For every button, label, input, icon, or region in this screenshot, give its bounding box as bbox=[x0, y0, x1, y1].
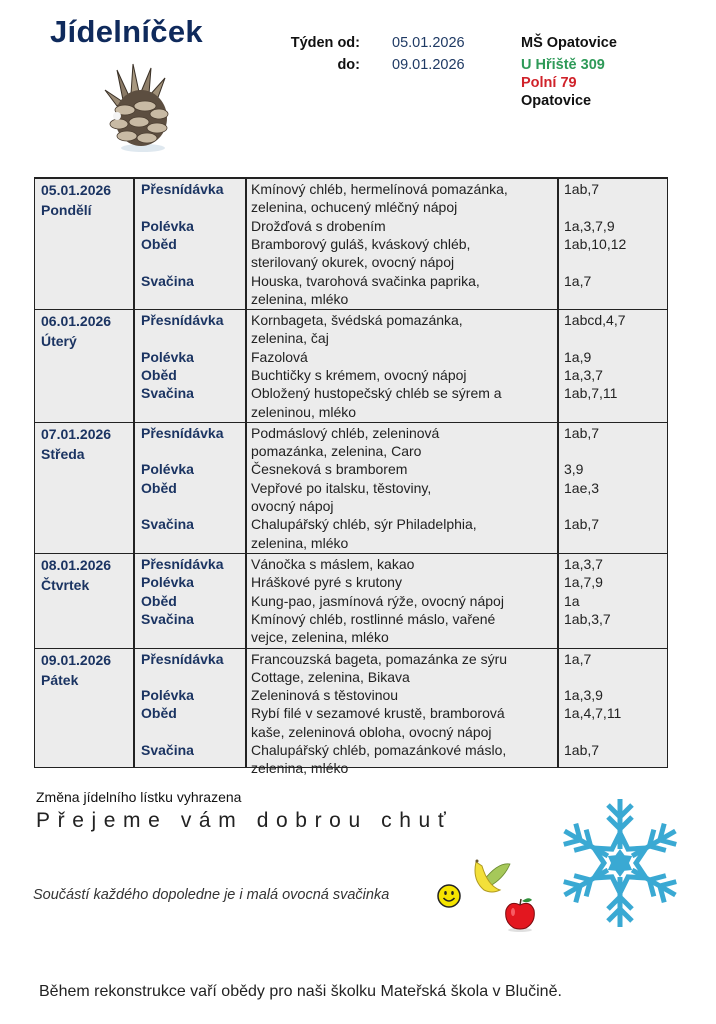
weekday-text: Čtvrtek bbox=[41, 577, 90, 593]
banana-icon bbox=[470, 858, 512, 898]
meal-name: Svačina bbox=[141, 610, 194, 627]
meal-name: Polévka bbox=[141, 217, 194, 234]
meal-name: Svačina bbox=[141, 742, 194, 758]
allergens: 1a,3,7 bbox=[564, 366, 603, 383]
weekday-text: Pondělí bbox=[41, 202, 92, 218]
date-text: 07.01.2026 bbox=[41, 425, 112, 442]
snowflake-center bbox=[608, 849, 632, 877]
dish-text: Rybí filé v sezamové krustě, bramborová bbox=[251, 705, 505, 722]
day-date bbox=[41, 424, 111, 464]
dish-text: vejce, zelenina, mléko bbox=[251, 629, 389, 646]
dish-text: zelenina, mléko bbox=[251, 760, 349, 777]
allergens: 1abcd,4,7 bbox=[564, 312, 626, 329]
meal-name: Oběd bbox=[141, 705, 177, 722]
dish-text: ovocný nápoj bbox=[251, 498, 334, 515]
allergens: 3,9 bbox=[564, 461, 584, 478]
snowflake-arm bbox=[608, 877, 632, 927]
day-row bbox=[35, 648, 667, 779]
allergens: 1a,7 bbox=[564, 650, 592, 667]
meal-name: Polévka bbox=[141, 574, 194, 591]
dish-text: Cottage, zelenina, Bikava bbox=[251, 668, 410, 685]
dish-text: zelenina, ochucený mléčný nápoj bbox=[251, 199, 458, 216]
dish-text: Kmínový chléb, hermelínová pomazánka, bbox=[251, 181, 508, 197]
dish-text: Bramborový guláš, kváskový chléb, bbox=[251, 235, 471, 252]
dish-text: Kornbageta, švédská pomazánka, bbox=[251, 312, 463, 329]
allergens: 1ab,7 bbox=[564, 181, 600, 197]
allergens: 1ab,7,11 bbox=[564, 385, 618, 402]
dish-text: Francouzská bageta, pomazánka ze sýru bbox=[251, 650, 508, 667]
day-row bbox=[35, 178, 667, 309]
weekday-text: Pátek bbox=[41, 671, 79, 688]
day-row bbox=[35, 553, 667, 648]
meal-name: Přesnídávka bbox=[141, 312, 224, 329]
allergens: 1a bbox=[564, 592, 580, 609]
date-text: 08.01.2026 bbox=[41, 557, 112, 573]
week-to-date: 09.01.2026 bbox=[392, 57, 465, 73]
dish-text: kaše, zeleninová obloha, ovocný nápoj bbox=[251, 723, 492, 740]
pine-cone-icon bbox=[95, 60, 185, 155]
dish-text: pomazánka, zelenina, Caro bbox=[251, 443, 422, 460]
dish-text: Chalupářský chléb, pomazánkové máslo, bbox=[251, 742, 507, 758]
snowflake-arm bbox=[559, 821, 614, 867]
allergens: 1ab,7 bbox=[564, 742, 600, 758]
dish-text: Česneková s bramborem bbox=[251, 461, 408, 478]
dish-text: Houska, tvarohová svačinka paprika, bbox=[251, 272, 480, 289]
allergens: 1a,3,9 bbox=[564, 687, 603, 704]
snack-note: Součástí každého dopoledne je i malá ovocná svačinka bbox=[33, 887, 390, 903]
weekday-text: Úterý bbox=[41, 333, 77, 350]
dish-text: Podmáslový chléb, zeleninová bbox=[251, 424, 440, 441]
allergens: 1a,9 bbox=[564, 348, 592, 365]
apple-icon bbox=[502, 896, 540, 932]
week-from-date: 05.01.2026 bbox=[392, 35, 465, 51]
meal-name: Polévka bbox=[141, 348, 194, 365]
school-address-2: Polní 79 bbox=[521, 75, 577, 91]
dish-text: Chalupářský chléb, sýr Philadelphia, bbox=[251, 516, 477, 533]
meal-name: Oběd bbox=[141, 366, 177, 383]
meal-name: Přesnídávka bbox=[141, 650, 224, 667]
meal-name: Polévka bbox=[141, 461, 194, 478]
allergens: 1ab,7 bbox=[564, 516, 600, 533]
change-notice: Změna jídelního lístku vyhrazena bbox=[36, 789, 242, 805]
allergens: 1ae,3 bbox=[564, 479, 600, 496]
allergens: 1a,7,9 bbox=[564, 574, 603, 591]
dish-text: Vepřové po italsku, těstoviny, bbox=[251, 479, 432, 496]
day-date bbox=[41, 311, 111, 351]
allergens: 1a,7 bbox=[564, 272, 592, 289]
dish-text: zelenina, mléko bbox=[251, 534, 349, 551]
meal-name: Svačina bbox=[141, 272, 194, 289]
meal-name: Oběd bbox=[141, 479, 177, 496]
dish-text: zelenina, čaj bbox=[251, 330, 329, 347]
day-date bbox=[41, 180, 111, 220]
smiley-icon bbox=[437, 884, 461, 908]
week-from-label: Týden od: bbox=[290, 35, 360, 51]
date-text: 06.01.2026 bbox=[41, 313, 112, 330]
meal-name: Oběd bbox=[141, 592, 177, 609]
school-address-1: U Hřiště 309 bbox=[521, 57, 605, 73]
allergens: 1a,3,7,9 bbox=[564, 217, 615, 234]
snowflake-arm bbox=[608, 799, 632, 849]
dish-text: Drožďová s drobením bbox=[251, 217, 386, 234]
snowflake-arm bbox=[626, 821, 681, 867]
allergens: 1ab,10,12 bbox=[564, 235, 627, 252]
dish-text: Kmínový chléb, rostlinné máslo, vařené bbox=[251, 610, 496, 627]
allergens: 1a,4,7,11 bbox=[564, 705, 622, 722]
day-row bbox=[35, 309, 667, 422]
snowflake-arm bbox=[626, 860, 681, 906]
day-date bbox=[41, 650, 111, 690]
dish-text: Obložený hustopečský chléb se sýrem a bbox=[251, 385, 502, 402]
dish-text: Buchtičky s krémem, ovocný nápoj bbox=[251, 366, 467, 383]
snowflake-arm bbox=[559, 860, 614, 906]
allergens: 1a,3,7 bbox=[564, 556, 603, 572]
meal-name: Svačina bbox=[141, 516, 194, 533]
weekday-text: Středa bbox=[41, 445, 85, 462]
allergens: 1ab,3,7 bbox=[564, 610, 611, 627]
school-address-3: Opatovice bbox=[521, 93, 592, 109]
dish-text: Fazolová bbox=[251, 348, 308, 365]
school-name: MŠ Opatovice bbox=[521, 35, 617, 51]
allergens: 1ab,7 bbox=[564, 424, 600, 441]
meal-name: Přesnídávka bbox=[141, 181, 224, 197]
wish-text: Přejeme vám dobrou chuť bbox=[36, 809, 454, 832]
date-text: 09.01.2026 bbox=[41, 651, 112, 668]
date-text: 05.01.2026 bbox=[41, 182, 112, 198]
page-title: Jídelníček bbox=[50, 14, 203, 49]
dish-text: Zeleninová s těstovinou bbox=[251, 687, 399, 704]
footer-note: Během rekonstrukce vaří obědy pro naši školku Mateřská škola v Blučině. bbox=[39, 983, 562, 1000]
dish-text: Kung-pao, jasmínová rýže, ovocný nápoj bbox=[251, 592, 504, 609]
meal-name: Přesnídávka bbox=[141, 424, 224, 441]
meal-name: Svačina bbox=[141, 385, 194, 402]
day-date bbox=[41, 555, 111, 595]
dish-text: zeleninou, mléko bbox=[251, 403, 357, 420]
dish-text: sterilovaný okurek, ovocný nápoj bbox=[251, 254, 455, 271]
week-to-label: do: bbox=[337, 57, 360, 73]
dish-text: Hráškové pyré s krutony bbox=[251, 574, 402, 591]
meal-name: Polévka bbox=[141, 687, 194, 704]
dish-text: zelenina, mléko bbox=[251, 290, 349, 307]
day-row bbox=[35, 422, 667, 553]
meal-name: Přesnídávka bbox=[141, 556, 224, 572]
menu-table bbox=[34, 177, 668, 777]
meal-name: Oběd bbox=[141, 235, 177, 252]
dish-text: Vánočka s máslem, kakao bbox=[251, 556, 415, 572]
snowflake-icon bbox=[553, 796, 687, 930]
